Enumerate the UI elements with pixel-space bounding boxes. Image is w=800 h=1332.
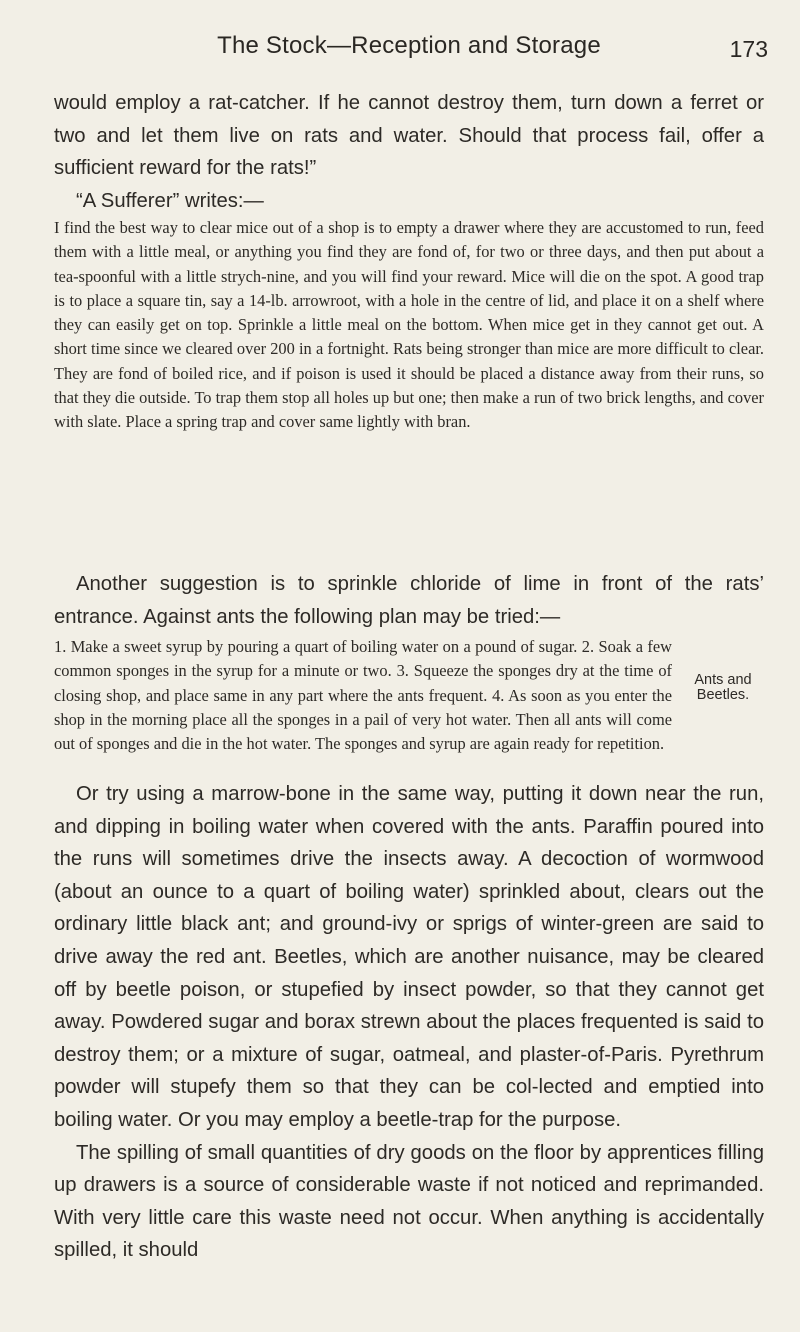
paragraph-rat-catcher — [54, 87, 764, 217]
sufferer-intro: “A Sufferer” writes:— — [76, 189, 264, 212]
margin-note-line: Beetles. — [696, 687, 750, 703]
paragraph-text: Or try using a marrow-bone in the same way, putting it down near the run, and dipping in boiling water when covered with the ants. Paraffin poured into the runs will sometimes drive the insects away. A decoction of wormwood (about an ounce to a quart of boiling water) sprinkled about, clears out the ordinary little black ant; and ground-ivy or sprigs of winter-green are said to drive away the red ant. Beetles, which are another nuisance, may be cleared off by beetle poison, or stupefied by insect powder, so that they cannot get away. Powdered sugar and borax strewn about the places frequented is said to destroy them; or a mixture of sugar, oatmeal, and plaster-of-Paris. Pyrethrum powder will stupefy them so that they can be col-lected and emptied into boiling water. Or you may employ a beetle-trap for the purpose. — [54, 783, 764, 1131]
quote-text: 1. Make a sweet syrup by pouring a quart of boiling water on a pound of sugar. 2. Soak a few common sponges in the syrup for a minute or two. 3. Squeeze the sponges dry at the time of closing shop, and place same in any part where the ants frequent. 4. As soon as you enter the shop in the morning place all the sponges in a pail of very hot water. Then all ants will come out of sponges and die in the hot water. The sponges and syrup are again ready for repetition. — [54, 637, 672, 754]
quote-mice-rats — [54, 216, 764, 435]
margin-note-ants-beetles — [678, 673, 768, 703]
quote-ants-method — [54, 635, 672, 756]
paragraph-chloride-lime — [54, 568, 764, 633]
page-number: 173 — [729, 36, 768, 62]
paragraph-text: Another suggestion is to sprinkle chloride of lime in front of the rats’ entrance. Against ants the following plan may be tried:— — [54, 573, 764, 628]
book-page — [54, 0, 768, 1332]
paragraph-text: would employ a rat-catcher. If he cannot destroy them, turn down a ferret or two and let them live on rats and water. Should that process fail, offer a sufficient reward for the rats!” — [54, 92, 764, 180]
paragraph-spilling: The spilling of small quantities of dry goods on the floor by apprentices filling up drawers is a source of considerable waste if not noticed and reprimanded. With very little care this waste need not occur. When anything is accidentally spilled, it should — [54, 1141, 764, 1262]
paragraph-ants-beetles — [54, 778, 764, 1267]
quote-text: I find the best way to clear mice out of a shop is to empty a drawer where they are accustomed to run, feed them with a little meal, or anything you find they are fond of, for two or three days, and then put about a tea-spoonful with a little strych-nine, and you will find your reward. Mice will die on the spot. A good trap is to place a square tin, say a 14-lb. arrowroot, with a hole in the centre of lid, and place it on a shelf where they can easily get on top. Sprinkle a little meal on the bottom. When mice get in they cannot get out. A short time since we cleared over 200 in a fortnight. Rats being stronger than mice are more difficult to clear. They are fond of boiled rice, and if poison is used it should be placed a distance away from their runs, so that they die outside. To trap them stop all holes up but one; then make a run of two brick lengths, and cover with slate. Place a spring trap and cover same lightly with bran. — [54, 218, 764, 432]
running-head: The Stock—Reception and Storage — [217, 32, 601, 59]
page-header — [54, 30, 768, 70]
margin-note-line: Ants and — [694, 672, 752, 688]
